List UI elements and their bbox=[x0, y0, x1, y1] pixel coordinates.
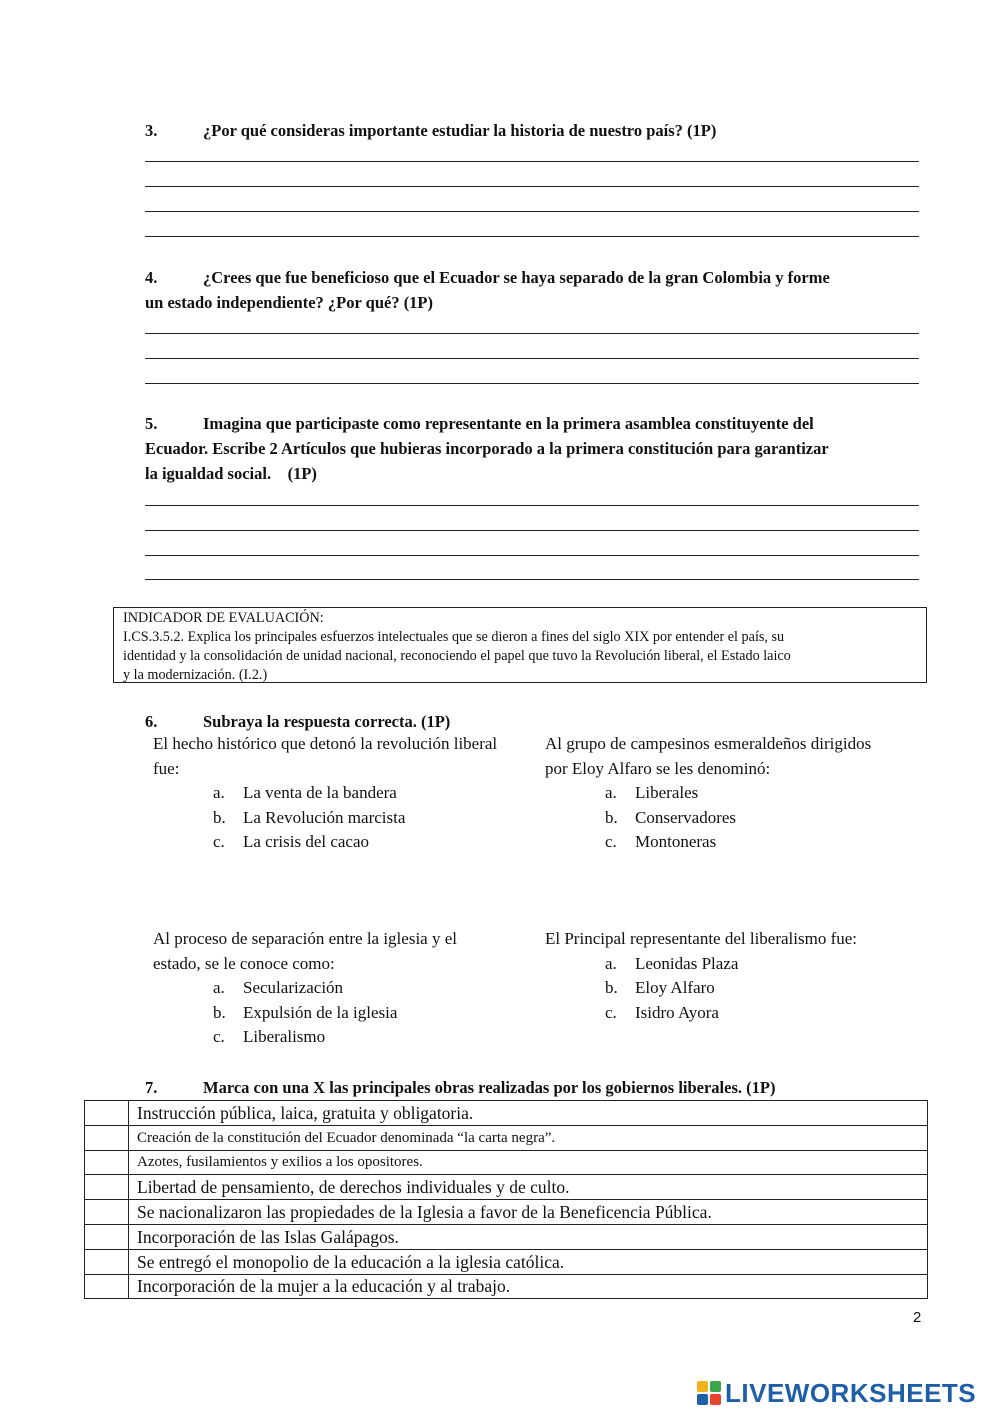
mc-stem-line: fue: bbox=[153, 758, 180, 778]
mark-box[interactable] bbox=[85, 1200, 129, 1225]
mc-stem-line: El Principal representante del liberalismo fue: bbox=[545, 929, 858, 948]
option-letter: c. bbox=[605, 1002, 617, 1022]
row-text: Incorporación de las Islas Galápagos. bbox=[129, 1224, 928, 1249]
option-text[interactable]: Montoneras bbox=[635, 832, 717, 851]
question-3-number: 3. bbox=[145, 121, 158, 140]
mc-option[interactable] bbox=[153, 806, 533, 831]
answer-line[interactable] bbox=[145, 236, 919, 237]
mc-option[interactable] bbox=[545, 806, 925, 831]
table-row bbox=[85, 1249, 928, 1274]
option-text[interactable]: Expulsión de la iglesia bbox=[243, 1002, 398, 1022]
question-4-line-1: ¿Crees que fue beneficioso que el Ecuador se haya separado de la gran Colombia y forme bbox=[203, 268, 830, 287]
option-letter: a. bbox=[605, 953, 617, 973]
mc-option[interactable] bbox=[545, 976, 925, 1001]
question-5 bbox=[145, 411, 925, 486]
option-text[interactable]: Isidro Ayora bbox=[635, 1002, 719, 1022]
option-letter: a. bbox=[213, 783, 225, 802]
table-row bbox=[85, 1224, 928, 1249]
mc-stem-line: El hecho histórico que detonó la revolución liberal bbox=[153, 734, 498, 753]
row-text: Instrucción pública, laica, gratuita y obligatoria. bbox=[129, 1101, 928, 1126]
mc-option[interactable] bbox=[153, 1001, 533, 1026]
option-letter: b. bbox=[605, 807, 618, 827]
question-3-text: ¿Por qué consideras importante estudiar la historia de nuestro país? (1P) bbox=[203, 121, 717, 140]
row-text: Azotes, fusilamientos y exilios a los opositores. bbox=[129, 1150, 928, 1175]
option-letter: a. bbox=[605, 783, 617, 802]
question-4-line-2: un estado independiente? ¿Por qué? (1P) bbox=[145, 293, 434, 312]
mark-box[interactable] bbox=[85, 1274, 129, 1299]
mc-option[interactable] bbox=[545, 1001, 925, 1026]
mark-box[interactable] bbox=[85, 1150, 129, 1175]
liveworksheets-logo bbox=[697, 1378, 976, 1408]
mark-box[interactable] bbox=[85, 1125, 129, 1150]
row-text: Se entregó el monopolio de la educación a la iglesia católica. bbox=[129, 1249, 928, 1274]
table-row bbox=[85, 1200, 928, 1225]
mc-item-3 bbox=[153, 927, 533, 1050]
mark-box[interactable] bbox=[85, 1224, 129, 1249]
mc-item-2 bbox=[545, 732, 925, 855]
logo-wordmark: LIVEWORKSHEETS bbox=[725, 1377, 977, 1408]
option-text[interactable]: Eloy Alfaro bbox=[635, 978, 715, 997]
table-row bbox=[85, 1274, 928, 1299]
mc-option[interactable] bbox=[153, 976, 533, 1001]
evaluation-indicator-box bbox=[113, 607, 927, 683]
question-4-number: 4. bbox=[145, 268, 158, 287]
row-text: Incorporación de la mujer a la educación y al trabajo. bbox=[129, 1274, 928, 1299]
question-5-line-1: Imagina que participaste como representante en la primera asamblea constituyente del bbox=[203, 414, 814, 433]
liberal-works-table bbox=[84, 1100, 928, 1299]
option-letter: c. bbox=[213, 832, 225, 851]
answer-line[interactable] bbox=[145, 161, 919, 162]
mc-option[interactable] bbox=[545, 952, 925, 977]
table-row bbox=[85, 1175, 928, 1200]
option-text[interactable]: Liberalismo bbox=[243, 1027, 326, 1046]
question-7 bbox=[145, 1075, 925, 1100]
answer-line[interactable] bbox=[145, 383, 919, 384]
option-text[interactable]: La Revolución marcista bbox=[243, 807, 406, 827]
mc-item-1 bbox=[153, 732, 533, 855]
mc-item-4 bbox=[545, 927, 925, 1025]
row-text: Libertad de pensamiento, de derechos individuales y de culto. bbox=[129, 1175, 928, 1200]
question-7-number: 7. bbox=[145, 1078, 158, 1097]
answer-line[interactable] bbox=[145, 505, 919, 506]
logo-icon bbox=[697, 1381, 721, 1405]
question-5-line-3: la igualdad social. (1P) bbox=[145, 464, 317, 483]
mc-stem-line: Al grupo de campesinos esmeraldeños dirigidos bbox=[545, 734, 872, 753]
question-6-number: 6. bbox=[145, 712, 158, 731]
question-6 bbox=[145, 709, 745, 734]
answer-line[interactable] bbox=[145, 211, 919, 212]
option-text[interactable]: La crisis del cacao bbox=[243, 832, 370, 851]
mc-stem-line: estado, se le conoce como: bbox=[153, 953, 335, 973]
mc-stem-line: Al proceso de separación entre la iglesia y el bbox=[153, 929, 457, 948]
mc-option[interactable] bbox=[153, 830, 533, 855]
page-number: 2 bbox=[913, 1309, 922, 1326]
question-6-text: Subraya la respuesta correcta. (1P) bbox=[203, 712, 451, 731]
mc-option[interactable] bbox=[545, 830, 925, 855]
table-row bbox=[85, 1125, 928, 1150]
indicator-heading: INDICADOR DE EVALUACIÓN: bbox=[123, 610, 324, 626]
table-row bbox=[85, 1150, 928, 1175]
indicator-line-1: I.CS.3.5.2. Explica los principales esfuerzos intelectuales que se dieron a fines del siglo XIX por entender el país, su bbox=[123, 629, 785, 645]
option-text[interactable]: Leonidas Plaza bbox=[635, 953, 739, 973]
question-4 bbox=[145, 265, 925, 315]
option-text[interactable]: Conservadores bbox=[635, 807, 737, 827]
option-letter: b. bbox=[213, 807, 226, 827]
question-7-text: Marca con una X las principales obras realizadas por los gobiernos liberales. (1P) bbox=[203, 1078, 776, 1097]
option-letter: b. bbox=[605, 978, 618, 997]
answer-line[interactable] bbox=[145, 579, 919, 580]
answer-line[interactable] bbox=[145, 358, 919, 359]
question-5-number: 5. bbox=[145, 414, 158, 433]
option-text[interactable]: La venta de la bandera bbox=[243, 783, 397, 802]
option-text[interactable]: Liberales bbox=[635, 783, 699, 802]
indicator-line-2: identidad y la consolidación de unidad nacional, reconociendo el papel que tuvo la Revolución liberal, el Estado laico bbox=[123, 648, 791, 664]
mc-option[interactable] bbox=[545, 781, 925, 806]
option-letter: c. bbox=[605, 832, 617, 851]
mc-stem-line: por Eloy Alfaro se les denominó: bbox=[545, 758, 771, 778]
question-3 bbox=[145, 118, 925, 143]
option-letter: c. bbox=[213, 1027, 225, 1046]
indicator-line-3: y la modernización. (I.2.) bbox=[123, 667, 268, 683]
row-text: Se nacionalizaron las propiedades de la Iglesia a favor de la Beneficencia Pública. bbox=[129, 1200, 928, 1225]
option-text[interactable]: Secularización bbox=[243, 978, 344, 997]
mark-box[interactable] bbox=[85, 1249, 129, 1274]
mark-box[interactable] bbox=[85, 1101, 129, 1126]
answer-line[interactable] bbox=[145, 333, 919, 334]
mc-option[interactable] bbox=[153, 1025, 533, 1050]
answer-line[interactable] bbox=[145, 555, 919, 556]
table-row bbox=[85, 1101, 928, 1126]
answer-line[interactable] bbox=[145, 530, 919, 531]
mc-option[interactable] bbox=[153, 781, 533, 806]
row-text: Creación de la constitución del Ecuador denominada “la carta negra”. bbox=[129, 1125, 928, 1150]
mark-box[interactable] bbox=[85, 1175, 129, 1200]
option-letter: b. bbox=[213, 1002, 226, 1022]
answer-line[interactable] bbox=[145, 186, 919, 187]
question-5-line-2: Ecuador. Escribe 2 Artículos que hubieras incorporado a la primera constitución para garantizar bbox=[145, 439, 829, 458]
option-letter: a. bbox=[213, 978, 225, 997]
